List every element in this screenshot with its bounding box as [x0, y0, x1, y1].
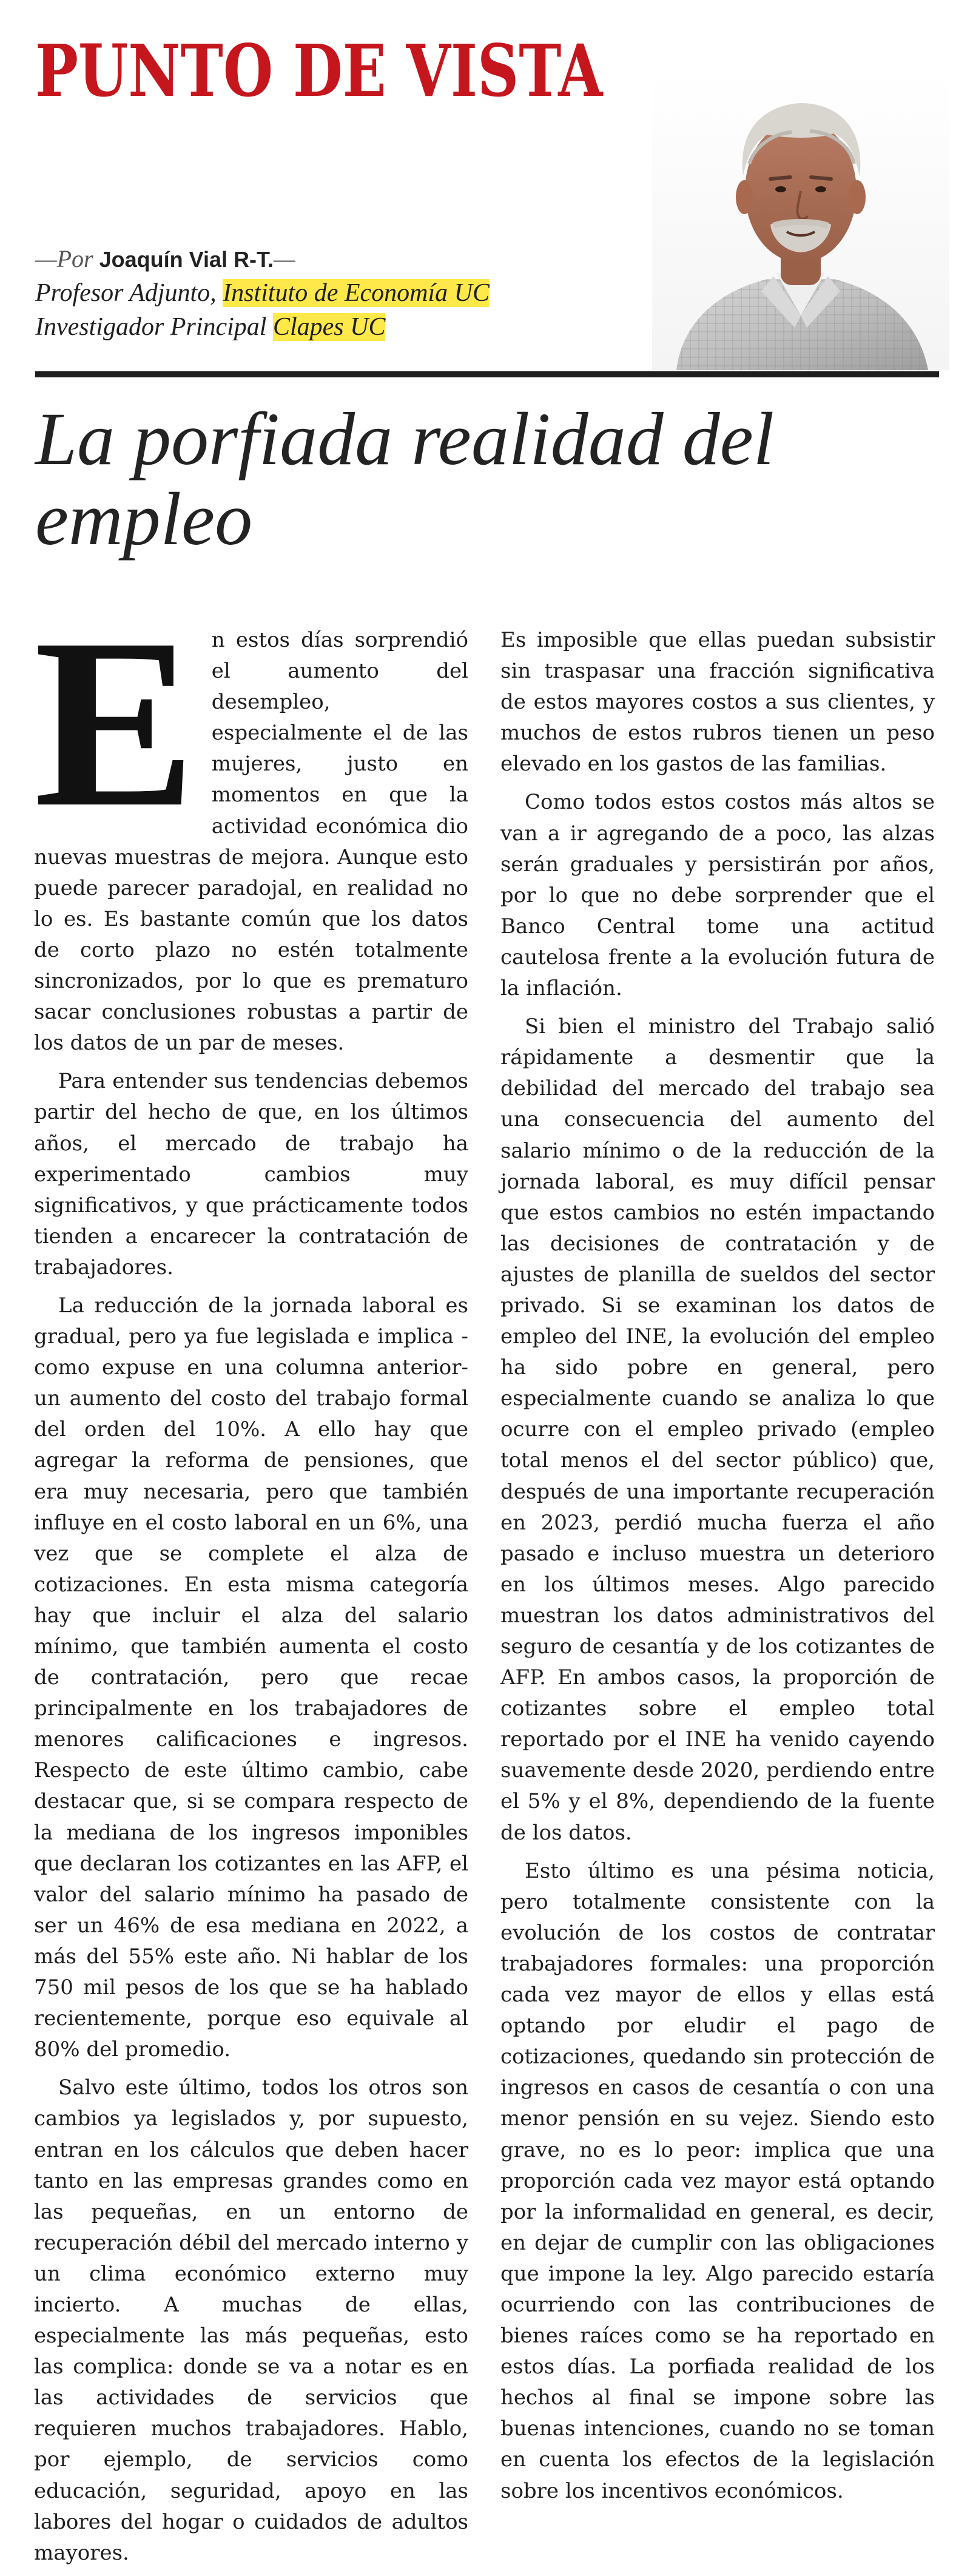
article-paragraph	[34, 588, 468, 1059]
author-name: Joaquín Vial R-T.	[99, 247, 274, 272]
article-column-right	[500, 625, 935, 2514]
drop-cap: E	[34, 588, 196, 857]
article-paragraph: Para entender sus tendencias debemos partir del hecho de que, en los últimos años, el mercado de trabajo ha experimentado cambios muy significativos, y que prácticamente todos tienden a encarecer la contratación de trabajadores.	[34, 1069, 468, 1280]
affiliation-2	[35, 310, 630, 344]
section-title: PUNTO DE VISTA	[35, 29, 603, 113]
header-rule	[35, 371, 939, 377]
article-headline: La porfiada realidad del empleo	[35, 397, 775, 561]
article-paragraph: Esto último es una pésima noticia, pero totalmente consistente con la evolución de los costos de contratar trabajadores formales: una proporción cada vez mayor de ellos y ellas está optando por eludir el pago de cotizaciones, quedando sin protección de ingresos en casos de cesantía o con una menor pensión en su vejez. Siendo esto grave, no es lo peor: implica que una proporción cada vez mayor está optando por la informalidad en general, es decir, en dejar de cumplir con las obligaciones que impone la ley. Algo parecido estaría ocurriendo con las contribuciones de bienes raíces como se ha reportado en estos días. La porfiada realidad de los hechos al final se impone sobre las buenas intenciones, cuando no se toman en cuenta los efectos de la legislación sobre los incentivos económicos.	[500, 1858, 935, 2503]
article-paragraph: Si bien el ministro del Trabajo salió rápidamente a desmentir que la debilidad del mercado del trabajo sea una consecuencia del aumento del salario mínimo o de la reducción de la jornada laboral, es muy difícil pensar que estos cambios no estén impactando las decisiones de contratación y de ajustes de planilla de sueldos del sector privado. Si se examinan los datos de empleo del INE, la evolución del empleo ha sido pobre en general, pero especialmente cuando se analiza lo que ocurre con el empleo privado (empleo total menos el del sector público) que, después de una importante recuperación en 2023, perdió mucha fuerza el año pasado e incluso muestra un deterioro en los últimos meses. Algo parecido muestran los datos administrativos del seguro de cesantía y de los cotizantes de AFP. En ambos casos, la proporción de cotizantes sobre el empleo total reportado por el INE ha venido cayendo suavemente desde 2020, perdiendo entre el 5% y el 8%, dependiendo de la fuente de los datos.	[500, 1014, 935, 1845]
affiliation-institution: Clapes UC	[272, 313, 386, 341]
affiliation-role: Investigador Principal	[35, 313, 267, 341]
byline-prefix: —Por	[35, 245, 93, 272]
affiliation-institution: Instituto de Economía UC	[223, 279, 490, 307]
article-column-left	[34, 588, 468, 2576]
byline-suffix: —	[273, 245, 295, 272]
author-photo	[652, 73, 949, 370]
author-line	[35, 243, 630, 276]
article-paragraph-continued: Es imposible que ellas puedan subsistir sin traspasar una fracción significativa de estos mayores costos a sus clientes, y muchos de estos rubros tienen un peso elevado en los gastos de las familias.	[500, 628, 935, 777]
affiliation-1	[35, 276, 630, 310]
article-paragraph: Como todos estos costos más altos se van a ir agregando de a poco, las alzas serán graduales y persistirán por años, por lo que no debe sorprender que el Banco Central tome una actitud cautelosa frente a la evolución futura de la inflación.	[500, 790, 935, 1001]
author-portrait-illustration	[652, 73, 949, 370]
affiliation-role: Profesor Adjunto,	[35, 279, 217, 307]
article-paragraph: La reducción de la jornada laboral es gradual, pero ya fue legislada e implica -como expuse en una columna anterior- un aumento del costo del trabajo formal del orden del 10%. A ello hay que agregar la reforma de pensiones, que era muy necesaria, pero que también influye en el costo laboral en un 6%, una vez que se complete el alza de cotizaciones. En esta misma categoría hay que incluir el alza del salario mínimo, que también aumenta el costo de contratación, pero que recae principalmente en los trabajadores de menores calificaciones e ingresos. Respecto de este último cambio, cabe destacar que, si se compara respecto de la mediana de los ingresos imponibles que declaran los cotizantes en las AFP, el valor del salario mínimo ha pasado de ser un 46% de esa mediana en 2022, a más del 55% este año. Ni hablar de los 750 mil pesos de los que se ha hablado recientemente, porque eso equivale al 80% del promedio.	[34, 1293, 468, 2062]
article-paragraph: Salvo este último, todos los otros son cambios ya legislados y, por supuesto, entran en los cálculos que deben hacer tanto en las empresas grandes como en las pequeñas, en un entorno de recuperación débil del mercado interno y un clima económico externo muy incierto. A muchas de ellas, especialmente las más pequeñas, esto las complica: donde se va a notar es en las actividades de servicios que requieren muchos trabajadores. Hablo, por ejemplo, de servicios como educación, seguridad, apoyo en las labores del hogar o cuidados de adultos mayores.	[34, 2075, 468, 2565]
byline	[35, 243, 630, 344]
paragraph-text: n estos días sorprendió el aumento del desempleo, especialmente el de las mujeres, justo en momentos en que la actividad económica dio nuevas muestras de mejora. Aunque esto puede parecer paradojal, en realidad no lo es. Es bastante común que los datos de corto plazo no estén totalmente sincronizados, por lo que es prematuro sacar conclusiones robustas a partir de los datos de un par de meses.	[34, 628, 468, 1056]
